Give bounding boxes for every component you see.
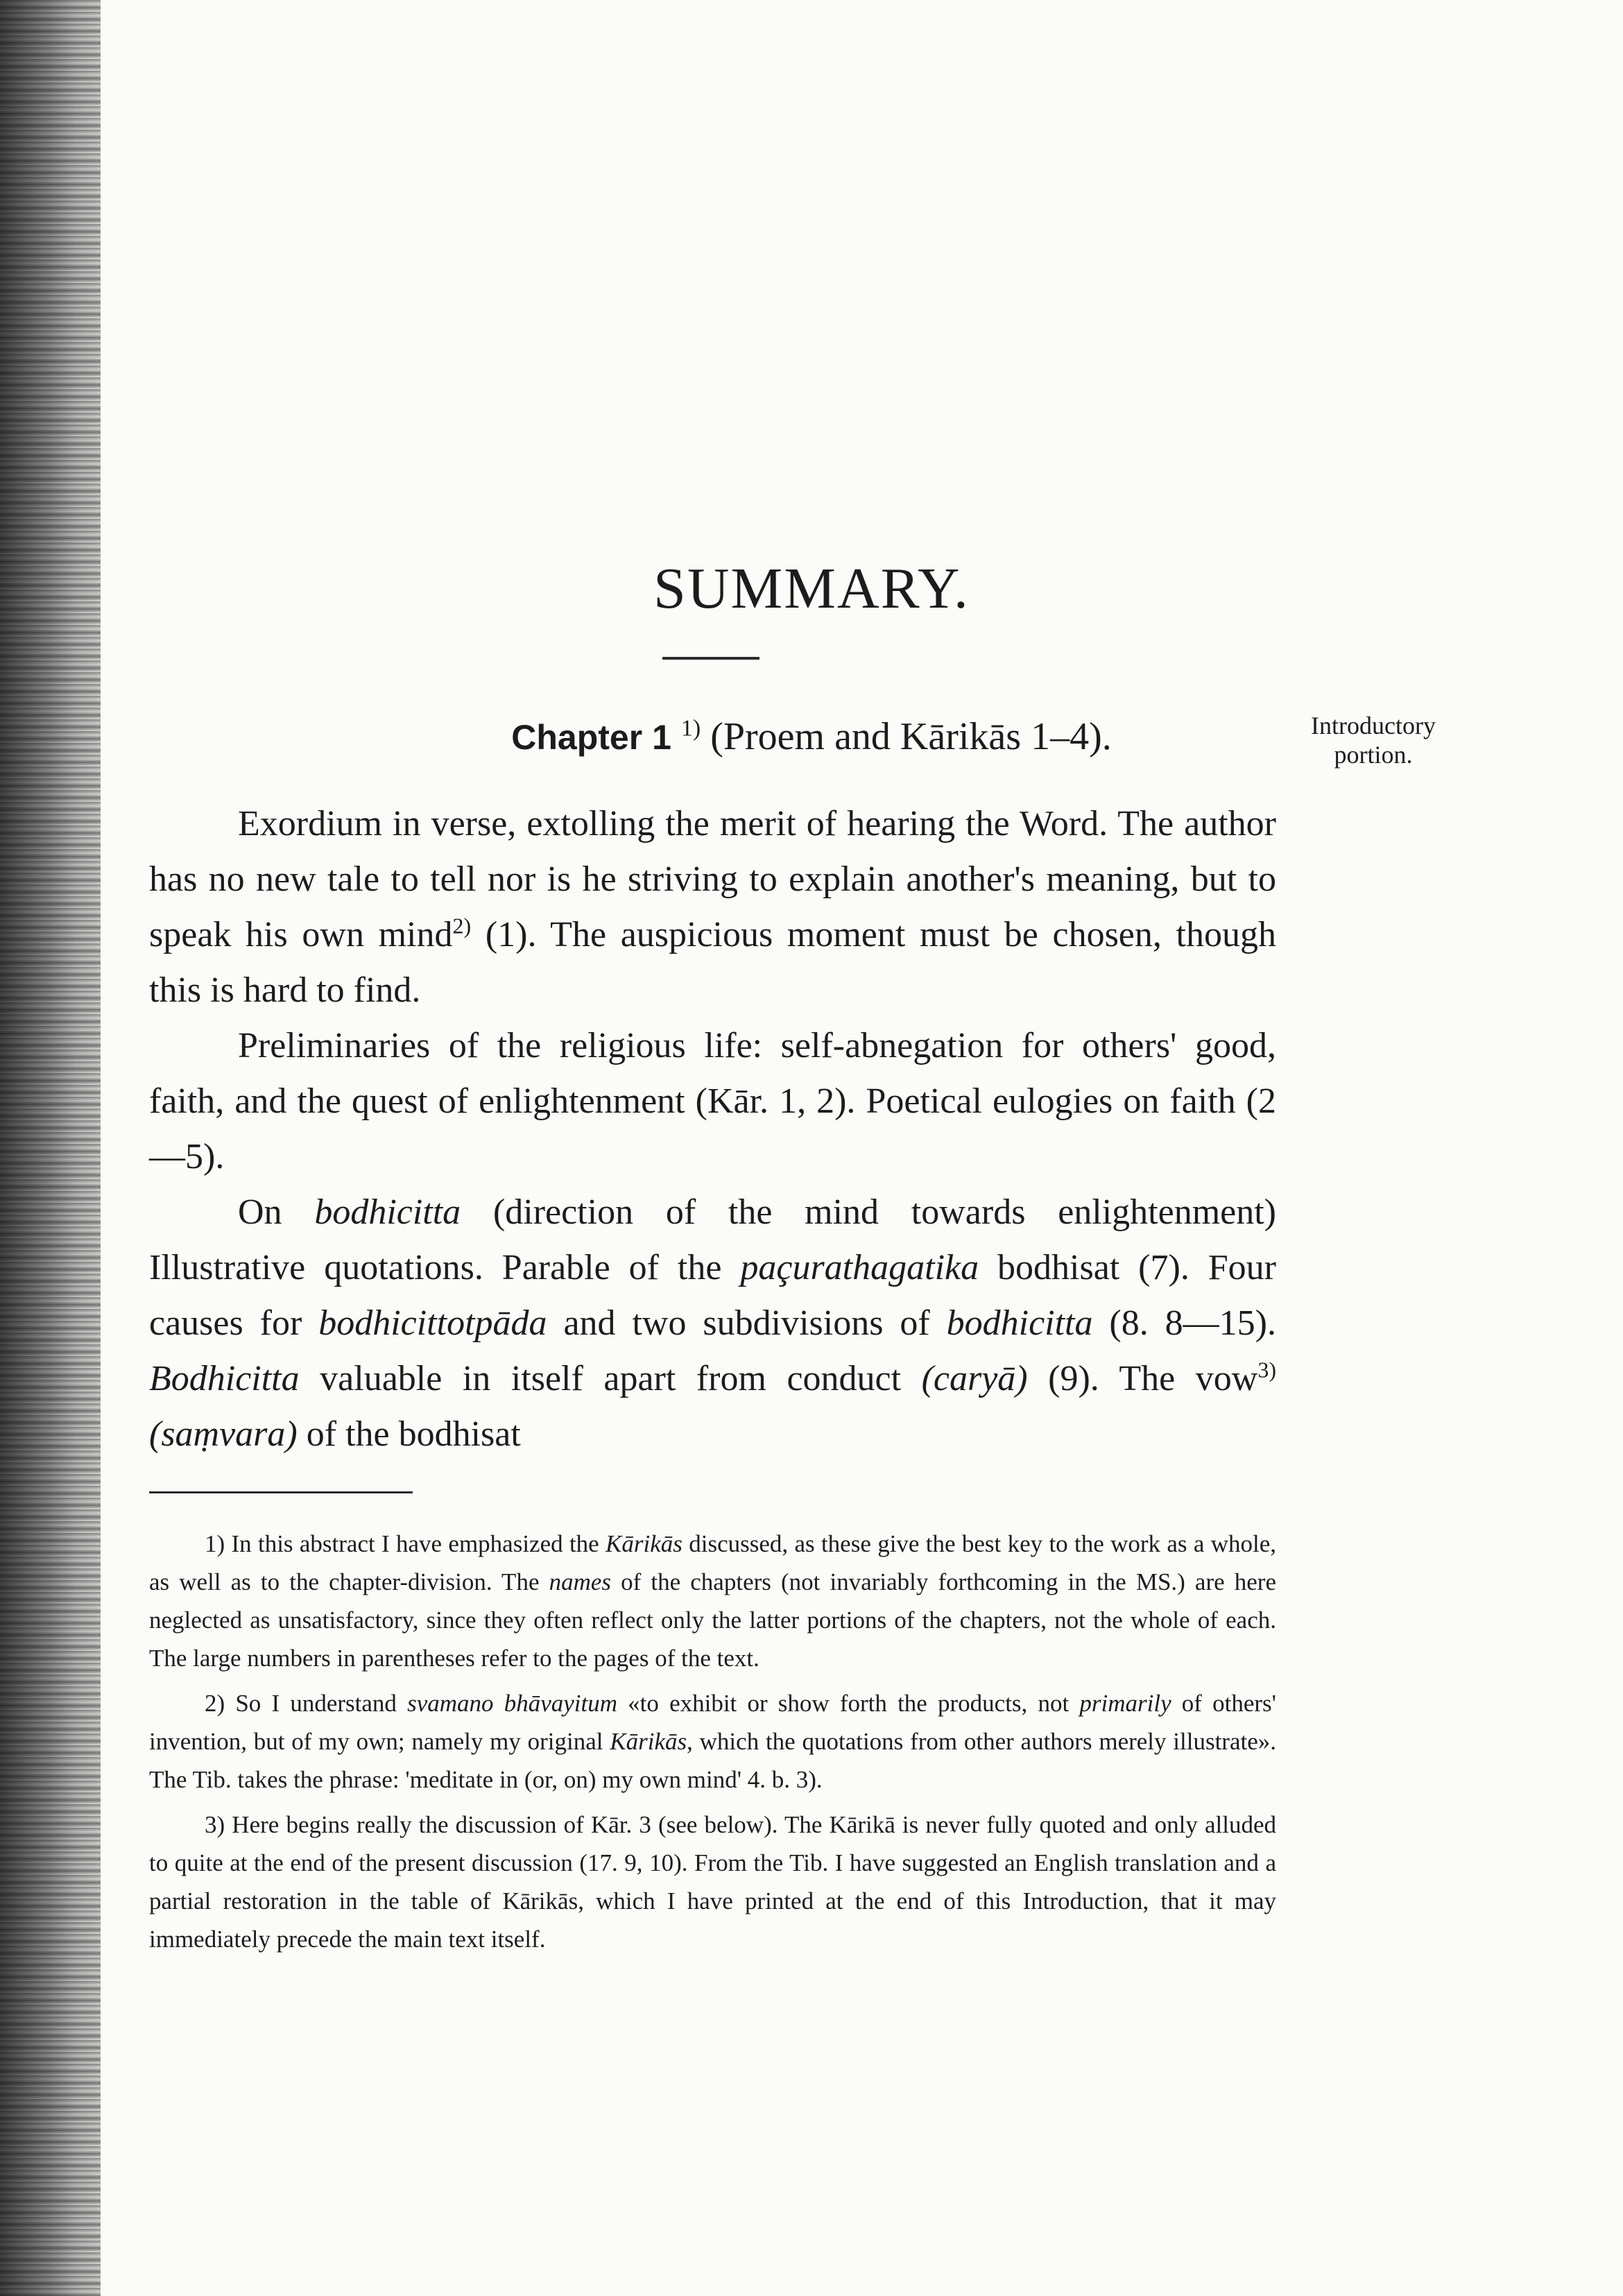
footnote-text: , which the quotations from other authors merely illustrate». The Tib. takes the phrase: 'meditate in (or, on) my own mind' 4. b. 3). xyxy=(149,1728,1276,1793)
title-divider xyxy=(662,657,759,660)
paragraph-exordium xyxy=(149,796,1276,1018)
paragraph-text: and two subdivisions of xyxy=(547,1303,947,1343)
paragraph-text: (8. 8—15). xyxy=(1092,1303,1276,1343)
footnotes xyxy=(149,1525,1276,1965)
footnote-ref: 2) xyxy=(452,913,472,939)
paragraph-text: Exordium in verse, extolling the merit of hearing the Word. The author has no new tale to tell nor is he striving to explain another's meaning, but to speak his own mind xyxy=(149,804,1276,954)
italic-term: Kārikās xyxy=(610,1728,687,1755)
paragraph-text: (9). The vow xyxy=(1027,1359,1258,1398)
marginal-note-line-1: Introductory xyxy=(1311,712,1436,739)
italic-term: primarily xyxy=(1079,1690,1171,1717)
footnote-text: of the chapters (not invariably forthcoming in the MS.) are here neglected as unsatisfactory, since they often reflect only the latter portions of the chapters, not the whole of each. The large numbers in parentheses refer to the pages of the text. xyxy=(149,1568,1276,1672)
marginal-note xyxy=(1269,711,1477,769)
footnote-2 xyxy=(149,1684,1276,1799)
footnote-text: «to exhibit or show forth the products, not xyxy=(617,1690,1080,1717)
paragraph-text: valuable in itself apart from conduct xyxy=(299,1359,922,1398)
paragraph-text: (1). The auspicious moment must be chosen, though this is hard to find. xyxy=(149,915,1276,1010)
italic-term: bodhicittotpāda xyxy=(318,1303,547,1343)
chapter-label: Chapter 1 xyxy=(511,718,671,757)
italic-term: svamano bhāvayitum xyxy=(407,1690,617,1717)
footnote-1 xyxy=(149,1525,1276,1677)
chapter-footnote-ref: 1) xyxy=(680,715,701,742)
footnote-text: 1) In this abstract I have emphasized the xyxy=(205,1530,606,1557)
paragraph-text: bodhisat (7). Four causes for xyxy=(149,1248,1276,1343)
italic-term: bodhicitta xyxy=(946,1303,1093,1343)
italic-term: names xyxy=(549,1568,612,1595)
paragraph-text: of the bodhisat xyxy=(297,1414,521,1454)
footnote-divider xyxy=(149,1491,413,1493)
footnote-ref: 3) xyxy=(1257,1357,1276,1382)
paragraph-text: On xyxy=(238,1192,315,1232)
footnote-text: 2) So I understand xyxy=(205,1690,408,1717)
page-title: SUMMARY. xyxy=(653,556,970,621)
italic-term: Bodhicitta xyxy=(149,1359,300,1398)
paragraph-bodhicitta xyxy=(149,1185,1276,1462)
scanned-binding-edge xyxy=(0,0,101,2296)
footnote-text: discussed, as these give the best key to the work as a whole, as well as to the chapter-division. The xyxy=(149,1530,1276,1595)
footnote-3: 3) Here begins really the discussion of Kār. 3 (see below). The Kārikā is never fully quoted and only alluded to quite at the end of the present discussion (17. 9, 10). From the Tib. I have suggested an English translation and a partial restoration in the table of Kārikās, which I have printed at the end of this Introduction, that it may immediately precede the main text itself. xyxy=(149,1811,1276,1953)
italic-term: paçurathagatika xyxy=(740,1248,979,1287)
footnote-text: of others' invention, but of my own; namely my original xyxy=(149,1690,1276,1755)
paragraph-preliminaries: Preliminaries of the religious life: self-abnegation for others' good, faith, and the quest of enlightenment (Kār. 1, 2). Poetical eulogies on faith (2—5). xyxy=(149,1026,1276,1176)
chapter-subtitle: (Proem and Kārikās 1–4). xyxy=(710,715,1112,758)
body-text xyxy=(149,796,1276,1462)
italic-term: (saṃvara) xyxy=(149,1414,298,1454)
italic-term: (caryā) xyxy=(921,1359,1028,1398)
marginal-note-line-2: portion. xyxy=(1334,741,1413,769)
italic-term: bodhicitta xyxy=(314,1192,461,1232)
italic-term: Kārikās xyxy=(606,1530,682,1557)
paragraph-text: (direction of the mind towards enlightenment) Illustrative quotations. Parable of the xyxy=(149,1192,1276,1287)
